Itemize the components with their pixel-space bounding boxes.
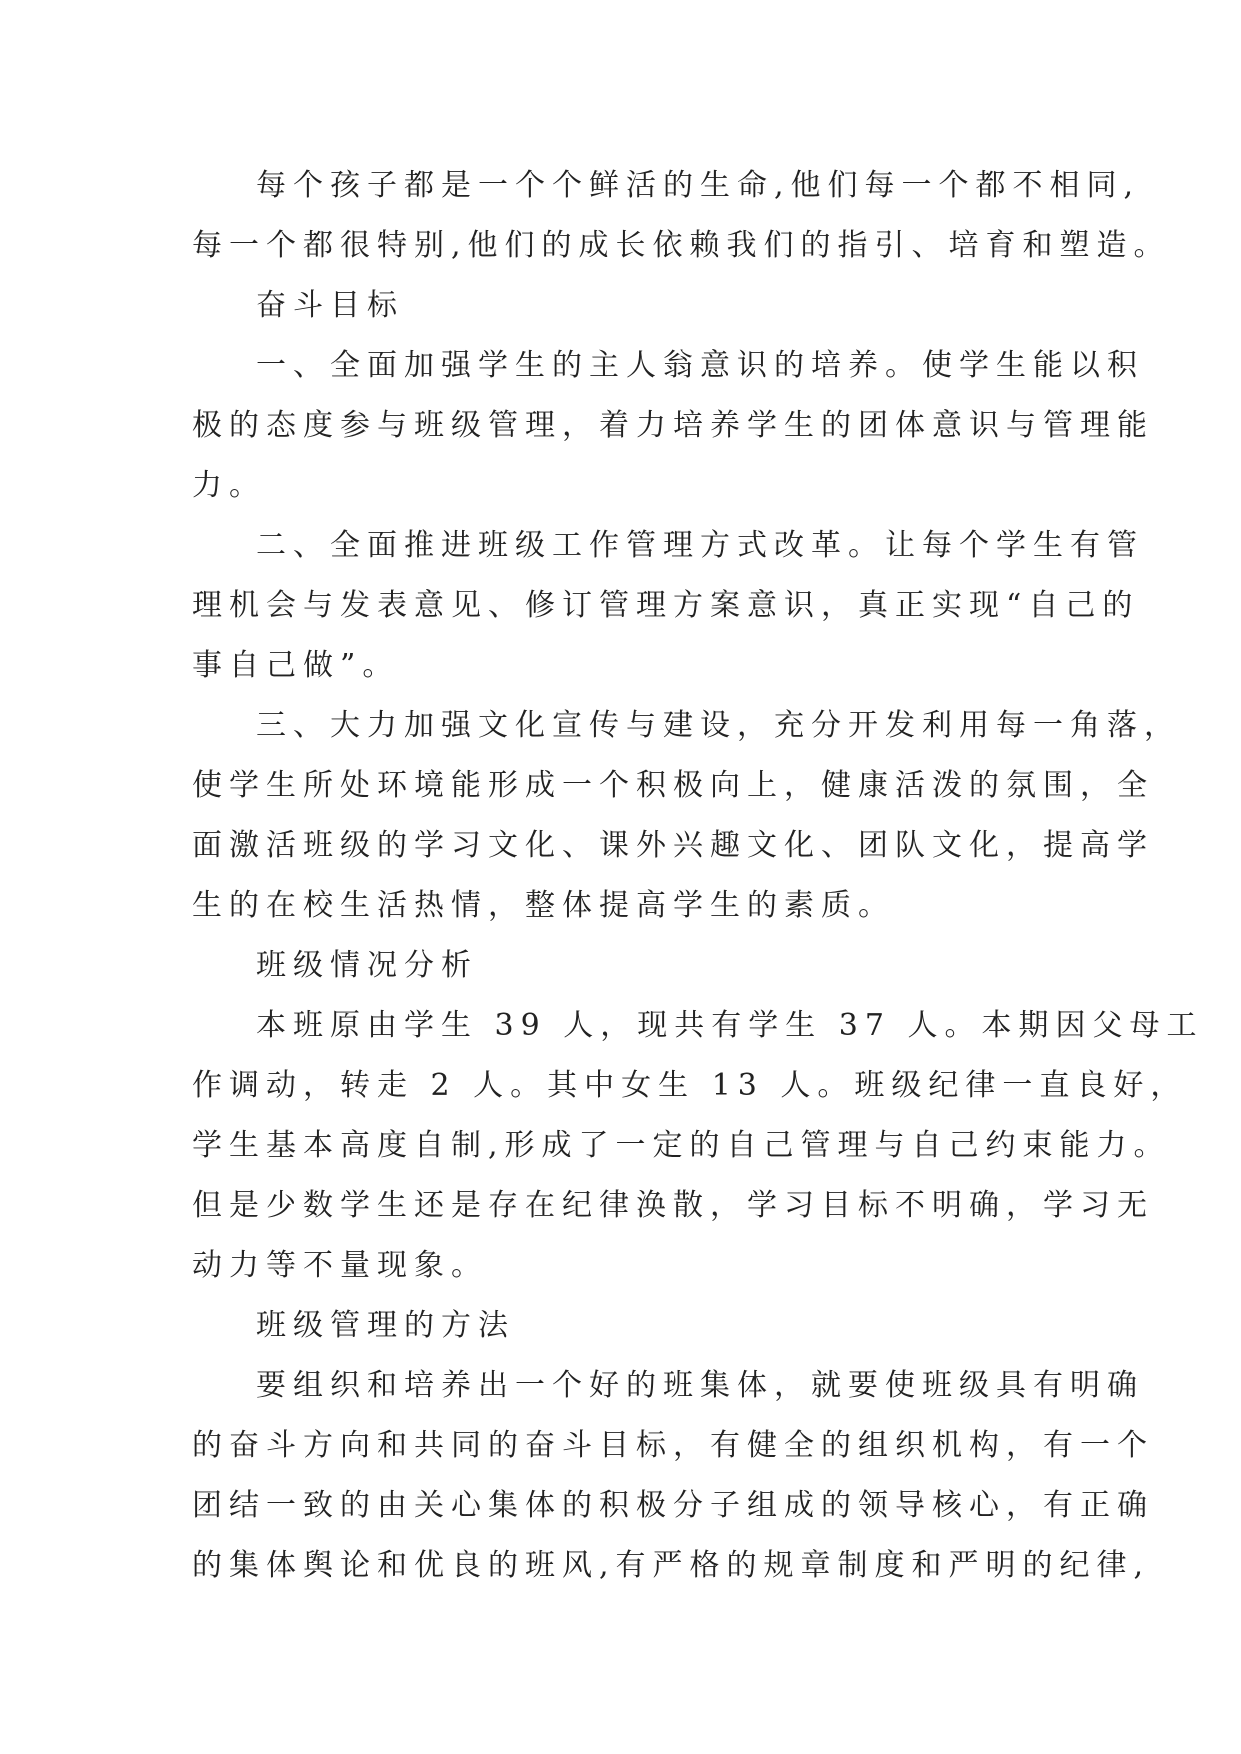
text-line: 本班原由学生 39 人，现共有学生 37 人。本期因父母工 <box>256 1008 1204 1043</box>
section-heading <box>192 936 1092 996</box>
text-line: 每一个都很特别,他们的成长依赖我们的指引、培育和塑造。 <box>192 228 1171 263</box>
text-line: 三、大力加强文化宣传与建设，充分开发利用每一角落， <box>256 708 1181 743</box>
paragraph <box>192 996 1204 1296</box>
text-line: 生的在校生活热情，整体提高学生的素质。 <box>192 888 895 923</box>
text-line: 事自己做”。 <box>192 648 400 683</box>
text-line: 力。 <box>192 468 266 503</box>
document-body <box>192 156 1204 1596</box>
text-line: 但是少数学生还是存在纪律涣散，学习目标不明确，学习无 <box>192 1188 1154 1223</box>
text-line: 理机会与发表意见、修订管理方案意识，真正实现“自己的 <box>192 588 1140 623</box>
text-line: 作调动，转走 2 人。其中女生 13 人。班级纪律一直良好， <box>192 1068 1188 1103</box>
text-line: 奋斗目标 <box>256 288 404 323</box>
text-line: 极的态度参与班级管理，着力培养学生的团体意识与管理能 <box>192 408 1154 443</box>
text-line: 使学生所处环境能形成一个积极向上，健康活泼的氛围，全 <box>192 768 1154 803</box>
text-line: 每个孩子都是一个个鲜活的生命,他们每一个都不相同, <box>256 168 1141 203</box>
text-line: 的集体舆论和优良的班风,有严格的规章制度和严明的纪律, <box>192 1548 1151 1583</box>
paragraph <box>192 516 1144 696</box>
paragraph <box>192 1356 1154 1596</box>
text-line: 班级情况分析 <box>256 948 478 983</box>
paragraph <box>192 696 1181 936</box>
text-line: 动力等不量现象。 <box>192 1248 488 1283</box>
text-line: 二、全面推进班级工作管理方式改革。让每个学生有管 <box>256 528 1144 563</box>
paragraph <box>192 156 1171 276</box>
text-line: 团结一致的由关心集体的积极分子组成的领导核心，有正确 <box>192 1488 1154 1523</box>
section-heading <box>192 276 1092 336</box>
text-line: 班级管理的方法 <box>256 1308 515 1343</box>
text-line: 一、全面加强学生的主人翁意识的培养。使学生能以积 <box>256 348 1144 383</box>
paragraph <box>192 336 1154 516</box>
text-line: 面激活班级的学习文化、课外兴趣文化、团队文化，提高学 <box>192 828 1154 863</box>
text-line: 的奋斗方向和共同的奋斗目标，有健全的组织机构，有一个 <box>192 1428 1154 1463</box>
text-line: 学生基本高度自制,形成了一定的自己管理与自己约束能力。 <box>192 1128 1171 1163</box>
text-line: 要组织和培养出一个好的班集体，就要使班级具有明确 <box>256 1368 1144 1403</box>
section-heading <box>192 1296 1092 1356</box>
